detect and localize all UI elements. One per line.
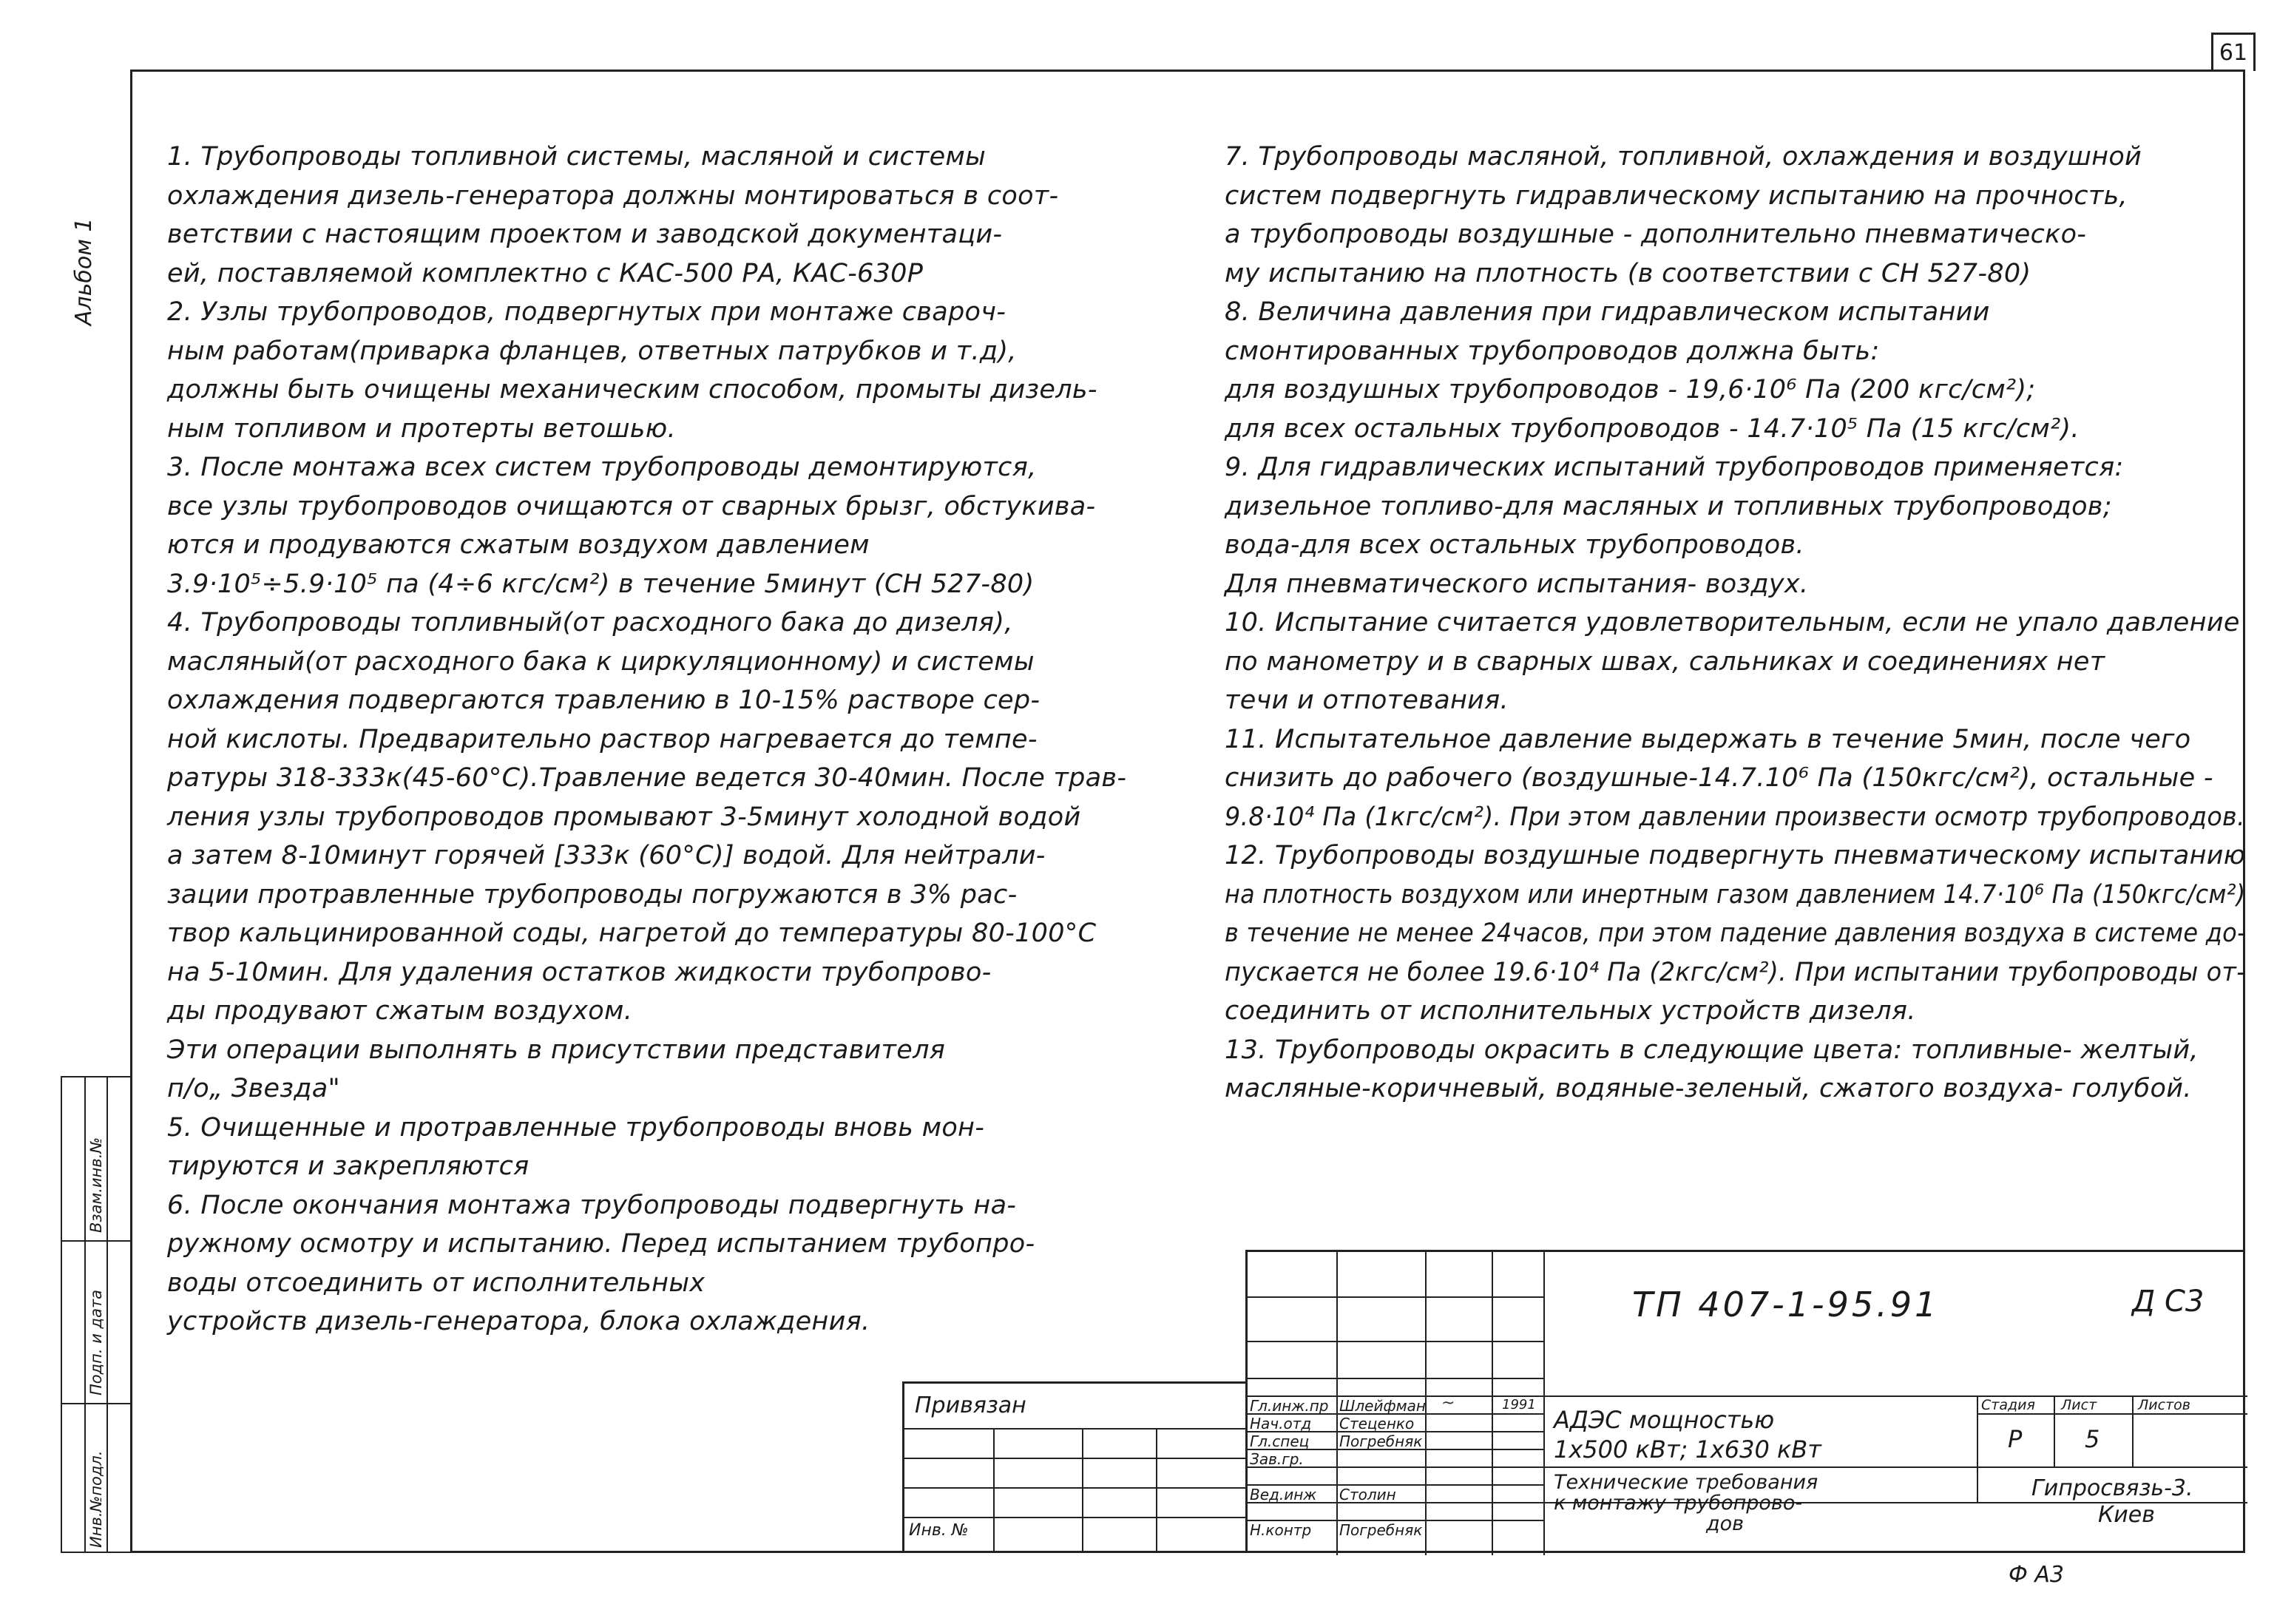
- sheet-number: 61: [2211, 33, 2256, 71]
- right-note-line: для воздушных трубопроводов - 19,6·10⁶ Па (200 кгс/см²);: [1225, 375, 2036, 405]
- left-note-line: ратуры 318-333к(45-60°С).Травление ведется 30-40мин. После трав-: [167, 763, 1127, 793]
- left-note-line: 3.9·10⁵÷5.9·10⁵ па (4÷6 кгс/см²) в течение 5минут (СН 527-80): [167, 569, 1035, 599]
- left-note-line: тируются и закрепляются: [167, 1151, 529, 1181]
- inv-podl-label: Инв.№подл.: [87, 1450, 105, 1548]
- right-note-line: вода-для всех остальных трубопроводов.: [1225, 530, 1804, 560]
- binding-inv-label: Инв. №: [909, 1521, 969, 1540]
- drawing-title-3: дов: [1706, 1512, 1745, 1535]
- right-note-line: а трубопроводы воздушные - дополнительно пневматическо-: [1225, 220, 2087, 249]
- left-note-line: а затем 8-10минут горячей [333к (60°С)] водой. Для нейтрали-: [167, 841, 1046, 870]
- right-note-line: 10. Испытание считается удовлетворительным, если не упало давление: [1225, 608, 2240, 637]
- role-4: Вед.инж: [1250, 1486, 1317, 1503]
- left-note-line: ей, поставляемой комплектно с КАС-500 РА, КАС-630Р: [167, 258, 924, 288]
- vzam-inv-label: Взам.инв.№: [87, 1137, 105, 1233]
- right-note-line: по манометру и в сварных швах, сальниках и соединениях нет: [1225, 646, 2105, 677]
- name-2: Погребняк: [1339, 1432, 1423, 1450]
- organization-1: Гипросвязь-3.: [2031, 1475, 2193, 1501]
- format-label: Ф А3: [2009, 1562, 2064, 1588]
- drawing-title-2: к монтажу трубопрово-: [1554, 1492, 1803, 1515]
- album-label: Альбом 1: [71, 217, 97, 325]
- year-mark: 1991: [1502, 1397, 1536, 1412]
- right-note-line: дизельное топливо-для масляных и топливных трубопроводов;: [1225, 491, 2112, 521]
- left-note-line: ным топливом и протерты ветошью.: [167, 413, 676, 444]
- right-note-line: в течение не менее 24часов, при этом падение давления воздуха в системе до-: [1225, 918, 2246, 948]
- left-note-line: ются и продуваются сжатым воздухом давлением: [167, 530, 870, 560]
- left-note-line: масляный(от расходного бака к циркуляционному) и системы: [167, 646, 1035, 677]
- right-note-line: масляные-коричневый, водяные-зеленый, сжатого воздуха- голубой.: [1225, 1074, 2192, 1103]
- role-3: Зав.гр.: [1250, 1450, 1304, 1468]
- left-note-line: 1. Трубопроводы топливной системы, масляной и системы: [167, 142, 987, 172]
- name-1: Стеценко: [1339, 1415, 1415, 1432]
- left-note-line: 5. Очищенные и протравленные трубопроводы вновь мон-: [167, 1112, 985, 1143]
- right-note-line: 13. Трубопроводы окрасить в следующие цвета: топливные- желтый,: [1225, 1035, 2199, 1065]
- left-note-line: охлаждения подвергаются травлению в 10-15% растворе сер-: [167, 686, 1041, 715]
- left-note-line: ления узлы трубопроводов промывают 3-5минут холодной водой: [167, 802, 1081, 832]
- left-note-line: на 5-10мин. Для удаления остатков жидкости трубопрово-: [167, 957, 992, 987]
- sheets-label: Листов: [2138, 1397, 2190, 1413]
- left-note-line: ды продувают сжатым воздухом.: [167, 996, 633, 1026]
- role-0: Гл.инж.пр: [1250, 1397, 1329, 1415]
- sheet-value: 5: [2085, 1425, 2100, 1453]
- left-note-line: все узлы трубопроводов очищаются от сварных брызг, обстукива-: [167, 491, 1096, 521]
- binding-box: [902, 1381, 1245, 1553]
- left-note-line: ной кислоты. Предварительно раствор нагревается до темпе-: [167, 724, 1038, 754]
- stage-label: Стадия: [1981, 1397, 2035, 1413]
- right-note-line: течи и отпотевания.: [1225, 686, 1509, 715]
- right-note-line: на плотность воздухом или инертным газом давлением 14.7·10⁶ Па (150кгс/см²): [1225, 879, 2246, 910]
- signature-mark: ~: [1441, 1394, 1455, 1412]
- left-note-line: п/о„ Звезда": [167, 1074, 340, 1103]
- left-note-line: 4. Трубопроводы топливный(от расходного бака до дизеля),: [167, 608, 1013, 637]
- drawing-code: ТП 407-1-95.91: [1632, 1285, 1940, 1324]
- right-note-line: 7. Трубопроводы масляной, топливной, охлаждения и воздушной: [1225, 142, 2142, 172]
- stage-value: Р: [2008, 1425, 2023, 1453]
- left-note-line: ным работам(приварка фланцев, ответных патрубков и т.д),: [167, 336, 1017, 366]
- left-note-line: 3. После монтажа всех систем трубопроводы демонтируются,: [167, 453, 1037, 482]
- left-note-line: воды отсоединить от исполнительных: [167, 1268, 706, 1298]
- role-1: Нач.отд: [1250, 1415, 1312, 1432]
- name-0: Шлейфман: [1339, 1397, 1426, 1415]
- sheet-label: Лист: [2061, 1397, 2097, 1413]
- podp-data-label: Подп. и дата: [87, 1289, 105, 1395]
- side-stamp: [61, 1076, 130, 1553]
- right-note-line: 8. Величина давления при гидравлическом испытании: [1225, 297, 1990, 327]
- left-note-line: Эти операции выполнять в присутствии представителя: [167, 1035, 946, 1065]
- left-note-line: ружному осмотру и испытанию. Перед испытанием трубопро-: [167, 1229, 1035, 1259]
- binding-label: Привязан: [915, 1393, 1026, 1418]
- right-note-line: соединить от исполнительных устройств дизеля.: [1225, 996, 1916, 1026]
- left-note-line: ветствии с настоящим проектом и заводской документаци-: [167, 220, 1003, 249]
- left-note-line: твор кальцинированной соды, нагретой до температуры 80-100°С: [167, 918, 1097, 948]
- left-note-line: 6. После окончания монтажа трубопроводы подвергнуть на-: [167, 1190, 1017, 1220]
- project-name-2: 1х500 кВт; 1х630 кВт: [1554, 1435, 1821, 1464]
- organization-2: Киев: [2098, 1502, 2155, 1528]
- title-block: [1245, 1250, 2245, 1553]
- role-2: Гл.спец: [1250, 1432, 1310, 1450]
- right-note-line: 11. Испытательное давление выдержать в течение 5мин, после чего: [1225, 724, 2191, 754]
- left-note-line: должны быть очищены механическим способом, промыты дизель-: [167, 375, 1097, 405]
- sheet-mark: Д С3: [2132, 1285, 2205, 1319]
- right-note-line: для всех остальных трубопроводов - 14.7·10⁵ Па (15 кгс/см²).: [1225, 413, 2080, 444]
- role-5: Н.контр: [1250, 1521, 1312, 1539]
- left-note-line: охлаждения дизель-генератора должны монтироваться в соот-: [167, 180, 1059, 211]
- left-note-line: устройств дизель-генератора, блока охлаждения.: [167, 1307, 870, 1336]
- right-note-line: му испытанию на плотность (в соответствии с СН 527-80): [1225, 258, 2031, 288]
- right-note-line: Для пневматического испытания- воздух.: [1225, 569, 1809, 599]
- drawing-title-1: Технические требования: [1554, 1471, 1818, 1494]
- right-note-line: систем подвергнуть гидравлическому испытанию на прочность,: [1225, 180, 2128, 211]
- name-4: Столин: [1339, 1486, 1396, 1503]
- right-note-line: 12. Трубопроводы воздушные подвергнуть пневматическому испытанию: [1225, 841, 2246, 870]
- project-name-1: АДЭС мощностью: [1554, 1406, 1775, 1434]
- right-note-line: 9.8·10⁴ Па (1кгс/см²). При этом давлении произвести осмотр трубопроводов.: [1225, 802, 2245, 832]
- left-note-line: 2. Узлы трубопроводов, подвергнутых при монтаже свароч-: [167, 297, 1006, 327]
- right-note-line: смонтированных трубопроводов должна быть:: [1225, 336, 1880, 366]
- right-notes-column: [1225, 138, 2245, 1109]
- left-note-line: зации протравленные трубопроводы погружаются в 3% рас-: [167, 879, 1018, 910]
- right-note-line: 9. Для гидравлических испытаний трубопроводов применяется:: [1225, 453, 2124, 482]
- right-note-line: снизить до рабочего (воздушные-14.7.10⁶ Па (150кгс/см²), остальные -: [1225, 763, 2213, 793]
- right-note-line: пускается не более 19.6·10⁴ Па (2кгс/см²). При испытании трубопроводы от-: [1225, 957, 2246, 987]
- name-5: Погребняк: [1339, 1521, 1423, 1539]
- left-notes-column: [167, 138, 1158, 1342]
